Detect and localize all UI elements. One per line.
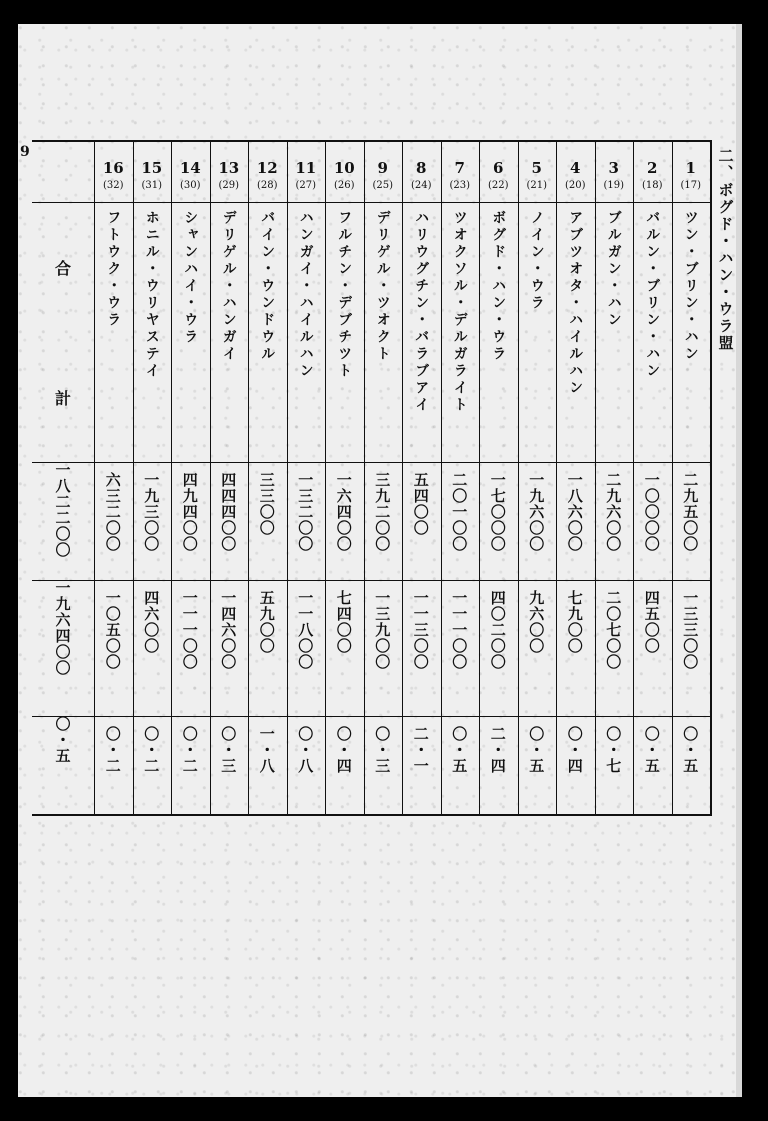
value-cell xyxy=(633,716,672,814)
row-number-cell xyxy=(133,142,172,202)
value-c2: 五九〇〇 xyxy=(257,590,276,654)
value-c1: 二九六〇〇 xyxy=(604,472,623,552)
value-cell xyxy=(672,462,711,580)
row-number: 11 xyxy=(295,159,317,177)
row-number: 8 xyxy=(416,159,427,177)
value-cell xyxy=(595,580,634,716)
value-cell xyxy=(402,580,441,716)
banner-name: ツン・ブリン・ハン xyxy=(682,210,699,363)
value-c1: 一六四〇〇 xyxy=(334,472,353,552)
row-number: 1 xyxy=(685,159,696,177)
name-cell xyxy=(479,202,518,462)
value-cell xyxy=(479,716,518,814)
row-number-cell xyxy=(556,142,595,202)
value-c3: 〇・四 xyxy=(565,726,584,774)
row-number-cell xyxy=(633,142,672,202)
value-c1: 二九五〇〇 xyxy=(681,472,700,552)
value-c3: 〇・二 xyxy=(142,726,161,774)
row-subnumber: (19) xyxy=(603,180,625,191)
value-c1: 五四〇〇 xyxy=(411,472,430,536)
value-c3: 〇・八 xyxy=(296,726,315,774)
value-cell xyxy=(402,716,441,814)
value-cell xyxy=(364,580,403,716)
row-number-cell xyxy=(171,142,210,202)
row-number-cell xyxy=(402,142,441,202)
value-cell xyxy=(248,462,287,580)
value-c1: 一九三〇〇 xyxy=(142,472,161,552)
row-number-cell xyxy=(479,142,518,202)
value-c2: 四〇二〇〇 xyxy=(488,590,507,670)
name-cell xyxy=(364,202,403,462)
value-cell xyxy=(171,462,210,580)
value-cell xyxy=(94,580,133,716)
banner-name: デリゲル・ツオクト xyxy=(374,210,391,363)
value-cell xyxy=(441,716,480,814)
value-c1: 四四四〇〇 xyxy=(219,472,238,552)
value-c3: 二・一 xyxy=(411,726,430,774)
value-cell xyxy=(441,580,480,716)
value-cell xyxy=(595,462,634,580)
value-c2: 一三三〇〇 xyxy=(681,590,700,670)
value-cell xyxy=(94,462,133,580)
value-c2: 一一八〇〇 xyxy=(296,590,315,670)
row-subnumber: (25) xyxy=(372,180,394,191)
value-c1: 三九二〇〇 xyxy=(373,472,392,552)
value-c2: 一〇五〇〇 xyxy=(103,590,122,670)
row-subnumber: (18) xyxy=(641,180,663,191)
value-c3: 二・四 xyxy=(488,726,507,774)
banner-name: アブツオタ・ハイルハン xyxy=(567,210,584,397)
row-number-cell xyxy=(364,142,403,202)
value-cell xyxy=(518,716,557,814)
value-cell xyxy=(441,462,480,580)
row-number-cell xyxy=(287,142,326,202)
value-c1: 一三二〇〇 xyxy=(296,472,315,552)
row-number: 16 xyxy=(102,159,124,177)
value-cell xyxy=(556,462,595,580)
value-c2: 二〇七〇〇 xyxy=(604,590,623,670)
row-number: 6 xyxy=(493,159,504,177)
name-cell xyxy=(402,202,441,462)
value-cell xyxy=(364,462,403,580)
name-cell xyxy=(94,202,133,462)
banner-name: フトウク・ウラ xyxy=(105,210,122,329)
row-subnumber: (22) xyxy=(487,180,509,191)
value-c1: 一七〇〇〇 xyxy=(488,472,507,552)
value-c2: 九六〇〇 xyxy=(527,590,546,654)
total-value: 〇・五 xyxy=(53,716,72,764)
name-cell xyxy=(287,202,326,462)
value-cell xyxy=(672,580,711,716)
total-value-cell xyxy=(32,580,94,716)
row-number-cell xyxy=(210,142,249,202)
value-cell xyxy=(210,462,249,580)
row-number-cell xyxy=(518,142,557,202)
value-cell xyxy=(633,580,672,716)
value-c1: 一八六〇〇 xyxy=(565,472,584,552)
row-number: 9 xyxy=(377,159,388,177)
value-cell xyxy=(556,716,595,814)
name-cell xyxy=(171,202,210,462)
section-title: 二、ボグド・ハン・ウラ盟 xyxy=(716,148,735,352)
value-c2: 七九〇〇 xyxy=(565,590,584,654)
banner-name: ハリウグチン・バラブアイ xyxy=(413,210,430,414)
value-c3: 〇・二 xyxy=(180,726,199,774)
banner-name: ブルガン・ハン xyxy=(605,210,622,329)
row-subnumber: (29) xyxy=(218,180,240,191)
row-number-cell xyxy=(94,142,133,202)
row-subnumber: (23) xyxy=(449,180,471,191)
value-c2: 一一一〇〇 xyxy=(450,590,469,670)
row-number-cell xyxy=(248,142,287,202)
row-number: 5 xyxy=(531,159,542,177)
value-c1: 二〇一〇〇 xyxy=(450,472,469,552)
value-c3: 〇・五 xyxy=(642,726,661,774)
name-cell xyxy=(325,202,364,462)
value-cell xyxy=(325,462,364,580)
row-subnumber: (28) xyxy=(256,180,278,191)
banner-name: ノイン・ウラ xyxy=(528,210,545,312)
banner-name: バルン・ブリン・ハン xyxy=(644,210,661,380)
row-subnumber: (30) xyxy=(179,180,201,191)
name-cell xyxy=(595,202,634,462)
row-number: 14 xyxy=(179,159,201,177)
name-cell xyxy=(248,202,287,462)
value-cell xyxy=(133,716,172,814)
total-label: 合 xyxy=(54,258,71,278)
value-c3: 〇・五 xyxy=(450,726,469,774)
value-cell xyxy=(210,580,249,716)
value-c1: 一九六〇〇 xyxy=(527,472,546,552)
banner-name: ボグド・ハン・ウラ xyxy=(490,210,507,363)
row-number: 3 xyxy=(608,159,619,177)
value-cell xyxy=(133,580,172,716)
value-cell xyxy=(364,716,403,814)
banner-name: バイン・ウンドウル xyxy=(259,210,276,363)
value-c2: 四五〇〇 xyxy=(642,590,661,654)
value-cell xyxy=(556,580,595,716)
value-c2: 一一一〇〇 xyxy=(180,590,199,670)
value-c3: 〇・四 xyxy=(334,726,353,774)
total-value-cell xyxy=(32,716,94,814)
value-cell xyxy=(479,580,518,716)
value-cell xyxy=(287,716,326,814)
value-cell xyxy=(325,580,364,716)
row-subnumber: (27) xyxy=(295,180,317,191)
row-number-cell xyxy=(595,142,634,202)
value-cell xyxy=(479,462,518,580)
value-c3: 〇・五 xyxy=(681,726,700,774)
value-c1: 一〇〇〇〇 xyxy=(642,472,661,552)
row-number: 7 xyxy=(454,159,465,177)
name-cell xyxy=(133,202,172,462)
value-cell xyxy=(248,716,287,814)
value-c3: 〇・三 xyxy=(373,726,392,774)
banner-name: ハンガイ・ハイルハン xyxy=(297,210,314,380)
value-cell xyxy=(595,716,634,814)
value-cell xyxy=(248,580,287,716)
row-subnumber: (26) xyxy=(333,180,355,191)
row-subnumber: (32) xyxy=(102,180,124,191)
value-cell xyxy=(171,716,210,814)
value-c2: 一一三〇〇 xyxy=(411,590,430,670)
total-label-cell xyxy=(32,202,94,462)
total-value: 一八二二〇〇 xyxy=(53,462,72,558)
row-number-cell xyxy=(441,142,480,202)
row-number: 4 xyxy=(570,159,581,177)
value-c2: 四六〇〇 xyxy=(142,590,161,654)
banner-name: ツオクソル・デルガライト xyxy=(451,210,468,414)
row-subnumber: (20) xyxy=(564,180,586,191)
total-value: 一九六四〇〇 xyxy=(53,580,72,676)
name-cell xyxy=(518,202,557,462)
name-cell xyxy=(633,202,672,462)
value-c3: 〇・二 xyxy=(103,726,122,774)
name-cell xyxy=(672,202,711,462)
value-cell xyxy=(94,716,133,814)
row-subnumber: (31) xyxy=(141,180,163,191)
value-cell xyxy=(171,580,210,716)
banner-name: デリゲル・ハンガイ xyxy=(220,210,237,363)
value-c3: 〇・五 xyxy=(527,726,546,774)
row-subnumber: (17) xyxy=(680,180,702,191)
row-number: 12 xyxy=(256,159,278,177)
value-c1: 四九四〇〇 xyxy=(180,472,199,552)
data-table xyxy=(32,140,712,816)
value-cell xyxy=(402,462,441,580)
banner-name: シャンハイ・ウラ xyxy=(182,210,199,346)
total-label: 計 xyxy=(54,388,71,408)
value-cell xyxy=(287,580,326,716)
row-number-cell xyxy=(325,142,364,202)
banner-name: フルチン・デブチツト xyxy=(336,210,353,380)
value-cell xyxy=(287,462,326,580)
row-subnumber: (24) xyxy=(410,180,432,191)
value-cell xyxy=(518,580,557,716)
row-number: 10 xyxy=(333,159,355,177)
value-c2: 一四六〇〇 xyxy=(219,590,238,670)
row-number-cell xyxy=(672,142,711,202)
name-cell xyxy=(441,202,480,462)
value-cell xyxy=(210,716,249,814)
value-cell xyxy=(633,462,672,580)
name-cell xyxy=(210,202,249,462)
row-number: 2 xyxy=(647,159,658,177)
value-cell xyxy=(325,716,364,814)
banner-name: ホニル・ウリヤステイ xyxy=(143,210,160,380)
value-c2: 一三九〇〇 xyxy=(373,590,392,670)
row-number: 15 xyxy=(141,159,163,177)
row-subnumber: (21) xyxy=(526,180,548,191)
value-c2: 七四〇〇 xyxy=(334,590,353,654)
row-number: 13 xyxy=(218,159,240,177)
value-cell xyxy=(518,462,557,580)
value-cell xyxy=(133,462,172,580)
value-c3: 一・八 xyxy=(257,726,276,774)
value-c3: 〇・七 xyxy=(604,726,623,774)
name-cell xyxy=(556,202,595,462)
value-c1: 三三〇〇 xyxy=(257,472,276,536)
page-number: 9 xyxy=(20,144,30,160)
total-value-cell xyxy=(32,462,94,580)
value-c1: 六三二〇〇 xyxy=(103,472,122,552)
value-cell xyxy=(672,716,711,814)
value-c3: 〇・三 xyxy=(219,726,238,774)
